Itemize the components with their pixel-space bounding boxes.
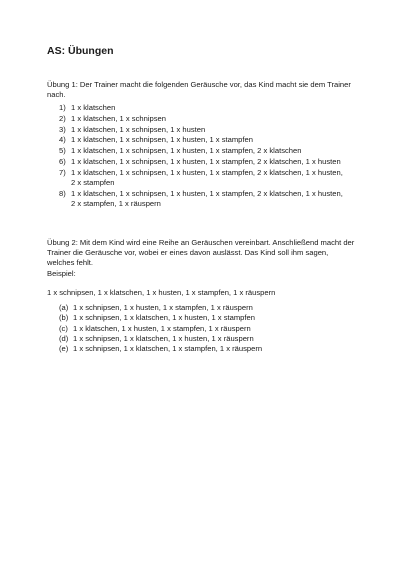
- list-item-text: 1 x klatschen, 1 x schnipsen: [71, 113, 166, 123]
- list-item-number: 8): [59, 188, 66, 198]
- example-sequence: 1 x schnipsen, 1 x klatschen, 1 x husten, 1 x stampfen, 1 x räuspern: [47, 288, 276, 297]
- list-item: [47, 135, 347, 145]
- page-title: AS: Übungen: [47, 45, 114, 57]
- list-item-number: 6): [59, 156, 66, 166]
- list-item-text: 1 x klatschen, 1 x schnipsen, 1 x husten, 1 x stampfen, 2 x klatschen, 1 x husten, 2 x stampfen: [71, 167, 343, 187]
- option-letter: (d): [59, 333, 69, 343]
- list-item: [47, 125, 347, 135]
- list-item-number: 2): [59, 113, 66, 123]
- exercise1-list: [47, 103, 347, 209]
- list-item: [47, 344, 347, 354]
- list-item-number: 5): [59, 146, 66, 156]
- list-item: [47, 114, 347, 124]
- option-letter: (a): [59, 303, 69, 312]
- list-item-number: 1): [59, 103, 66, 112]
- list-item: [47, 168, 347, 188]
- list-item: [47, 103, 347, 113]
- list-item-text: 1 x klatschen, 1 x schnipsen, 1 x husten, 1 x stampfen: [71, 135, 253, 145]
- exercise1-intro: Übung 1: Der Trainer macht die folgenden Geräusche vor, das Kind macht sie dem Trainer nach.: [47, 80, 351, 99]
- list-item: [47, 146, 347, 156]
- list-item-number: 4): [59, 135, 66, 145]
- list-item-text: 1 x klatschen, 1 x schnipsen, 1 x husten, 1 x stampfen, 2 x klatschen: [71, 146, 302, 156]
- list-item: [47, 313, 347, 323]
- list-item-text: 1 x klatschen, 1 x schnipsen, 1 x husten, 1 x stampfen, 2 x klatschen, 1 x husten: [71, 156, 341, 166]
- option-letter: (e): [59, 344, 69, 354]
- list-item-number: 3): [59, 124, 66, 134]
- list-item: [47, 157, 347, 167]
- option-text: 1 x schnipsen, 1 x klatschen, 1 x husten, 1 x stampfen: [73, 313, 255, 323]
- option-text: 1 x klatschen, 1 x husten, 1 x stampfen, 1 x räuspern: [73, 323, 251, 333]
- exercise2-intro: Übung 2: Mit dem Kind wird eine Reihe an Geräuschen vereinbart. Anschließend macht der Trainer die Geräusche vor, wobei er eines davon auslässt. Das Kind soll ihm sagen, welches fehlt.: [47, 238, 355, 267]
- list-item-text: 1 x klatschen, 1 x schnipsen, 1 x husten, 1 x stampfen, 2 x klatschen, 1 x husten, 2 x stampfen, 1 x räuspern: [71, 188, 343, 208]
- list-item-number: 7): [59, 167, 66, 177]
- list-item: [47, 189, 347, 209]
- option-letter: (c): [59, 323, 68, 333]
- exercise2-options: [47, 303, 347, 354]
- list-item: [47, 334, 347, 344]
- option-text: 1 x schnipsen, 1 x klatschen, 1 x stampfen, 1 x räuspern: [73, 344, 263, 354]
- list-item: [47, 324, 347, 334]
- list-item-text: 1 x klatschen, 1 x schnipsen, 1 x husten: [71, 124, 206, 134]
- option-text: 1 x schnipsen, 1 x klatschen, 1 x husten, 1 x räuspern: [73, 333, 254, 343]
- list-item-text: 1 x klatschen: [71, 103, 116, 112]
- example-label: Beispiel:: [47, 269, 76, 278]
- option-letter: (b): [59, 313, 69, 323]
- list-item: [47, 303, 347, 313]
- option-text: 1 x schnipsen, 1 x husten, 1 x stampfen, 1 x räuspern: [73, 303, 253, 312]
